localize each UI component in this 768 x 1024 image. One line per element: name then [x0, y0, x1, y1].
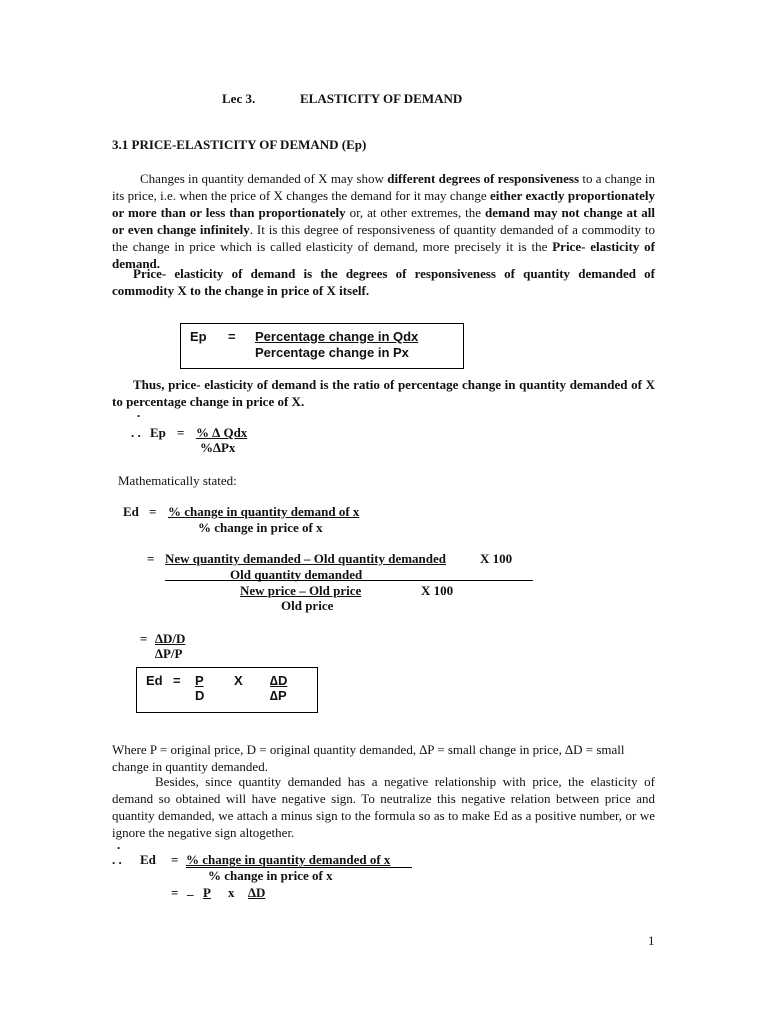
formula-denominator: Old quantity demanded — [230, 567, 363, 582]
formula-numerator: ∆D/D — [155, 631, 186, 646]
text-run: . It is this degree of responsiveness of quantity demanded of a commodity to the change in price which is called elasticity of demand, more precisely it is the — [112, 222, 655, 254]
formula-times: X — [234, 673, 243, 688]
formula-box-ed — [136, 667, 318, 713]
paragraph-intro — [112, 170, 655, 272]
formula-lhs: Ed — [123, 504, 139, 519]
formula-equals: = — [177, 425, 185, 440]
formula-numerator: % change in quantity demand of x — [168, 504, 360, 519]
therefore-dots: . . — [131, 425, 141, 440]
formula-numerator: % change in quantity demanded of x — [186, 852, 391, 867]
formula-denominator: % change in price of x — [208, 868, 333, 883]
formula-equals: = — [171, 885, 179, 900]
formula-numerator: % ∆ Qdx — [196, 425, 248, 440]
bold-run: demand may not change at all or even change infinitely — [112, 205, 655, 237]
price-denominator: Old price — [281, 598, 334, 613]
formula-p: P — [203, 885, 211, 900]
formula-equals: = — [147, 551, 155, 566]
formula-p: P — [195, 673, 204, 688]
formula-denominator: Percentage change in Px — [255, 345, 409, 360]
bold-run: different degrees of responsiveness — [387, 171, 580, 186]
formula-numerator: Percentage change in Qdx — [255, 329, 419, 344]
formula-equals: = — [171, 852, 179, 867]
price-numerator: New price – Old price — [240, 583, 362, 598]
times-hundred: X 100 — [480, 551, 513, 566]
formula-equals: = — [173, 673, 181, 688]
formula-lhs: Ep — [190, 329, 207, 344]
therefore-dot: . — [117, 837, 121, 852]
page-number: 1 — [648, 933, 655, 948]
formula-denominator: % change in price of x — [198, 520, 323, 535]
formula-times: x — [228, 885, 235, 900]
math-stated-label: Mathematically stated: — [118, 473, 237, 488]
formula-lhs: Ep — [150, 425, 166, 440]
page-title: ELASTICITY OF DEMAND — [300, 91, 463, 106]
times-hundred: X 100 — [421, 583, 454, 598]
bold-run: either exactly proportionately or more than or less than proportionately — [112, 188, 655, 220]
lecture-number: Lec 3. — [222, 91, 256, 106]
formula-delta-d: ∆D — [270, 673, 288, 688]
formula-equals: = — [140, 631, 148, 646]
text-run: Changes in quantity demanded of X may show — [140, 171, 388, 186]
therefore-dots: . . — [112, 852, 122, 867]
formula-delta-d: ∆D — [248, 885, 266, 900]
therefore-dot: . — [137, 405, 141, 420]
paragraph-negative-sign: Besides, since quantity demanded has a negative relationship with price, the elasticity of demand so obtained will have negative sign. To neutralize this negative relation between price and quantity demanded, we attach a minus sign to the formula so as to make Ed as a positive number, or we ignore the negative sign altogether. — [112, 774, 655, 840]
formula-lhs: Ed — [146, 673, 163, 688]
bold-run: Price- elasticity of demand. — [112, 239, 656, 271]
paragraph-where: Where P = original price, D = original quantity demanded, ∆P = small change in price, ∆D = small change in quantity demanded. — [112, 742, 625, 774]
fraction-bar — [165, 580, 533, 581]
paragraph-ratio: Thus, price- elasticity of demand is the ratio of percentage change in quantity demanded of X to percentage change in price of X. — [112, 377, 655, 409]
formula-lhs: Ed — [140, 852, 156, 867]
formula-equals: = — [149, 504, 157, 519]
formula-d: D — [195, 688, 205, 703]
formula-equals: = — [228, 329, 236, 344]
paragraph-definition: Price- elasticity of demand is the degrees of responsiveness of quantity demanded of commodity X to the change in price of X itself. — [112, 266, 655, 298]
formula-minus: _ — [187, 882, 194, 897]
text-run: or, at other extremes, the — [345, 205, 486, 220]
formula-delta-p: ∆P — [270, 688, 287, 703]
formula-numerator: New quantity demanded – Old quantity demanded — [165, 551, 446, 566]
section-heading: 3.1 PRICE-ELASTICITY OF DEMAND (Ep) — [112, 137, 367, 152]
formula-denominator: %∆Px — [200, 440, 236, 455]
formula-denominator: ∆P/P — [155, 646, 183, 661]
text-run: to a change in its price, i.e. when the price of X changes the demand for it may change — [112, 171, 655, 203]
